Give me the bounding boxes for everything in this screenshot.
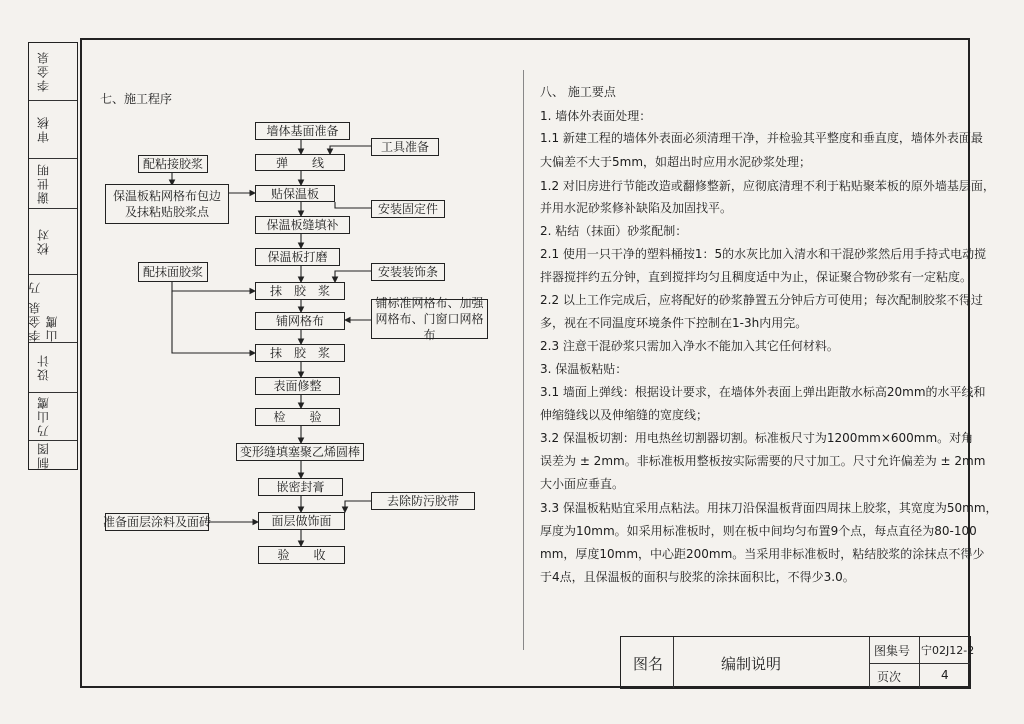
step-inspect: 检 验 xyxy=(255,408,340,426)
row-label: 乃山鹰 xyxy=(36,395,51,438)
row-label: 谢世明 xyxy=(36,162,51,205)
right-lay-mesh-types: 铺标准网格布、加强网格布、门窗口网格布 xyxy=(371,299,488,339)
notes-section-heading: 八、 施工要点 xyxy=(540,85,616,99)
notes-line: 大小面应垂直。 xyxy=(540,477,625,491)
drawing-name-label: 图名 xyxy=(633,655,664,673)
notes-line: 2.2 以上工作完成后，应将配好的砂浆静置五分钟后方可使用；每次配制胶浆不得过 xyxy=(540,293,983,307)
notes-line: 3.3 保温板粘贴宜采用点粘法。用抹刀沿保温板背面四周抹上胶浆，其宽度为50mm， xyxy=(540,501,998,515)
left-prepare-coating: 准备面层涂料及面砖 xyxy=(103,515,212,529)
notes-line: 厚度为10mm。如采用标准板时，则在板中间均匀布置9个点，每点直径为80-100 xyxy=(540,524,977,538)
left-mix-surface-mortar: 配抹面胶浆 xyxy=(138,262,208,282)
notes-line: 并用水泥砂浆修补缺陷及加固找平。 xyxy=(540,201,733,215)
right-install-anchors: 安装固定件 xyxy=(371,200,445,218)
notes-line: 误差为 ± 2mm。非标准板用整板按实际需要的尺寸加工。尺寸允许偏差为 ± 2mm xyxy=(540,454,986,468)
row-label: 李金泉 xyxy=(36,50,51,93)
notes-line: 1.2 对旧房进行节能改造或翻修整新，应彻底清理不利于粘贴聚苯板的原外墙基层面， xyxy=(540,179,995,193)
notes-line: 大偏差不大于5mm，如超出时应用水泥砂浆处理； xyxy=(540,155,812,169)
page-number: 4 xyxy=(941,668,949,682)
notes-line: 2.1 使用一只干净的塑料桶按1：5的水灰比加入清水和干混砂浆然后用手持式电动搅 xyxy=(540,247,987,261)
step-sand-board: 保温板打磨 xyxy=(255,248,340,266)
notes-line: 1.1 新建工程的墙体外表面必须清理干净，并检验其平整度和垂直度，墙体外表面最 xyxy=(540,131,983,145)
notes-line: 1. 墙体外表面处理： xyxy=(540,109,652,123)
row-label: 校对 xyxy=(36,227,51,256)
drawing-name: 编制说明 xyxy=(721,655,782,673)
notes-line: 3.2 保温板切割：用电热丝切割器切割。标准板尺寸为1200mm×600mm。对角 xyxy=(540,431,974,445)
row-label: 李金泉 乃山鹰 xyxy=(28,280,59,342)
page-label: 页次 xyxy=(877,670,902,684)
step-attach-board: 贴保温板 xyxy=(255,185,335,202)
row-label: 制图 xyxy=(36,441,51,469)
flowchart-heading: 七、施工程序 xyxy=(100,92,173,106)
step-chalk-line: 弹 线 xyxy=(255,154,345,171)
step-apply-mortar-2: 抹 胶 浆 xyxy=(255,344,345,362)
notes-line: 3. 保温板粘贴： xyxy=(540,362,628,376)
notes-line: mm，厚度10mm，中心距200mm。当采用非标准板时，粘结胶浆的涂抹点不得少 xyxy=(540,547,985,561)
step-sealant: 嵌密封膏 xyxy=(258,478,343,496)
atlas-no: 宁02J12-2 xyxy=(921,644,975,657)
title-block xyxy=(620,636,975,689)
step-lay-mesh: 铺网格布 xyxy=(255,312,345,330)
step-acceptance: 验 收 xyxy=(258,546,345,564)
notes-line: 多，视在不同温度环境条件下控制在1-3h内用完。 xyxy=(540,316,808,330)
right-remove-tape: 去除防污胶带 xyxy=(371,492,475,510)
row-label: 审核 xyxy=(36,115,51,144)
step-wall-base-prep: 墙体基面准备 xyxy=(255,122,350,140)
atlas-no-label: 图集号 xyxy=(874,644,911,658)
step-apply-mortar: 抹 胶 浆 xyxy=(255,282,345,300)
notes-line: 于4点，且保温板的面积与胶浆的涂抹面积比，不得少3.0。 xyxy=(540,570,855,584)
left-mix-bonding-mortar: 配粘接胶浆 xyxy=(138,155,208,173)
row-label: 设计 xyxy=(36,353,51,382)
notes-line: 2.3 注意干混砂浆只需加入净水不能加入其它任何材料。 xyxy=(540,339,839,353)
step-surface-finish: 表面修整 xyxy=(255,377,340,395)
left-mesh-wrap-edge: 保温板粘网格布包边及抹粘贴胶浆点 xyxy=(105,184,229,224)
notes-line: 3.1 墙面上弹线：根据设计要求，在墙体外表面上弹出距散水标高20mm的水平线和 xyxy=(540,385,986,399)
step-fill-joints: 保温板缝填补 xyxy=(255,216,350,234)
step-fill-expansion-joint: 变形缝填塞聚乙烯圆棒 xyxy=(236,443,364,461)
notes-line: 拌器搅拌约五分钟，直到搅拌均匀且稠度适中为止，保证聚合物砂浆有一定粘度。 xyxy=(540,270,973,284)
right-install-trim: 安装装饰条 xyxy=(371,263,445,281)
notes-line: 2. 粘结（抹面）砂浆配制： xyxy=(540,224,688,238)
notes-line: 伸缩缝线以及伸缩缝的宽度线； xyxy=(540,408,709,422)
right-tool-prep: 工具准备 xyxy=(371,138,439,156)
step-finish-coat: 面层做饰面 xyxy=(258,512,345,530)
